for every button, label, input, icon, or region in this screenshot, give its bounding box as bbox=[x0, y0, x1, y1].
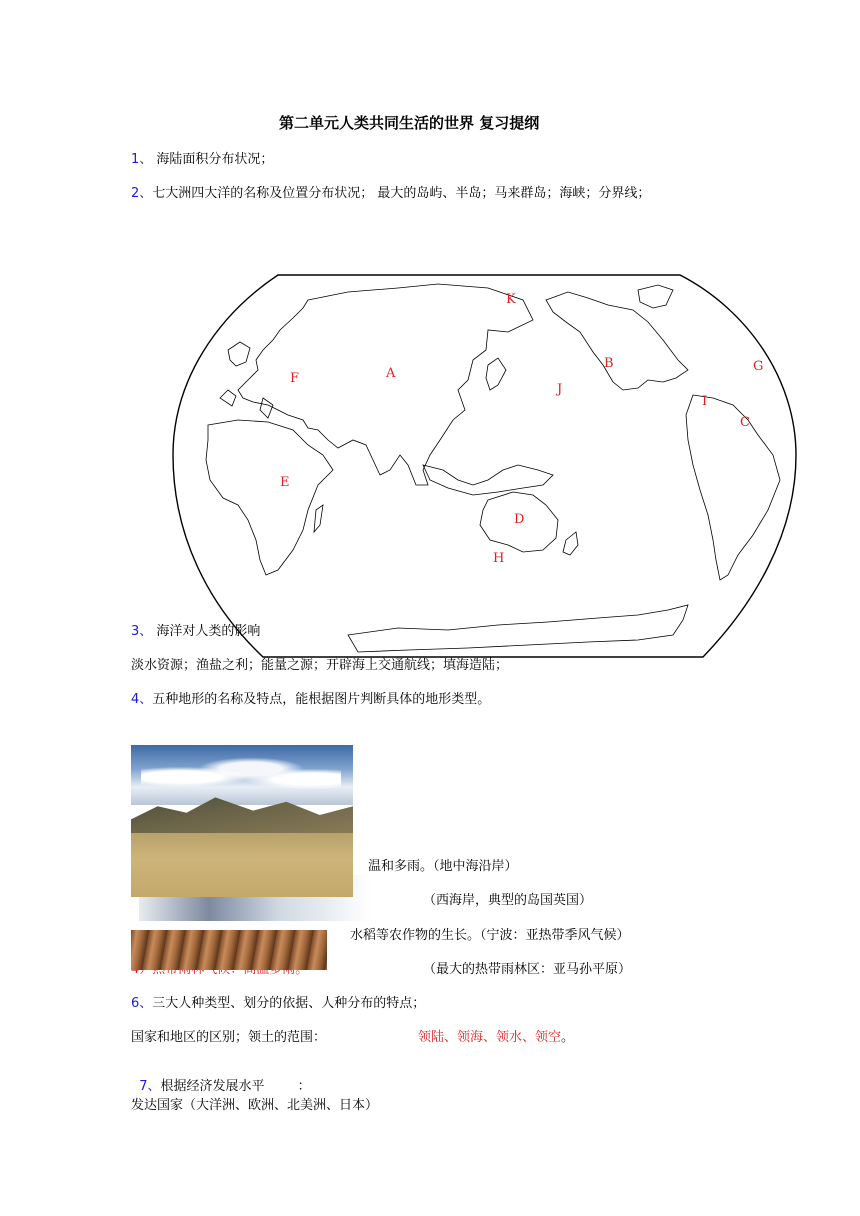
item-7 bbox=[131, 1060, 311, 1094]
item-3-number: 3、 bbox=[131, 624, 153, 639]
map-label-i: I bbox=[702, 394, 708, 409]
map-frame bbox=[173, 275, 796, 657]
item-7-text: 根据经济发展水平 ： bbox=[160, 1079, 311, 1094]
item-2 bbox=[131, 182, 650, 201]
photo-clouds bbox=[141, 753, 341, 793]
map-label-f: F bbox=[290, 371, 300, 386]
territory-answer: 领陆、领海、领水、领空 bbox=[418, 1030, 562, 1045]
map-label-g: G bbox=[753, 359, 764, 374]
item-4 bbox=[131, 688, 490, 707]
item-3-text: 海洋对人类的影响 bbox=[156, 624, 261, 639]
item-6 bbox=[131, 992, 425, 1011]
climate-line-1: 温和多雨。（地中海沿岸） bbox=[368, 859, 518, 874]
map-label-h: H bbox=[493, 551, 505, 566]
item-6-text: 三大人种类型、划分的依据、人种分布的特点； bbox=[152, 996, 426, 1011]
landform-photo-desert bbox=[131, 745, 353, 897]
item-2-text: 七大洲四大洋的名称及位置分布状况； 最大的岛屿、半岛；马来群岛；海峡；分界线； bbox=[152, 186, 651, 201]
item-6-number: 6、 bbox=[131, 996, 153, 1011]
map-label-a: A bbox=[386, 366, 396, 381]
item-3 bbox=[131, 620, 260, 639]
map-label-j: J bbox=[557, 382, 563, 397]
developed-countries: 发达国家（大洋洲、欧洲、北美洲、日本） bbox=[131, 1098, 379, 1113]
territory-answer-line bbox=[418, 1026, 574, 1045]
item-1-number: 1、 bbox=[131, 152, 153, 167]
landform-photo-ridges bbox=[131, 930, 327, 970]
item-1-text: 海陆面积分布状况； bbox=[156, 152, 274, 167]
world-map bbox=[168, 270, 800, 662]
item-4-text: 五种地形的名称及特点，能根据图片判断具体的地形类型。 bbox=[152, 692, 491, 707]
item-7-number: 7、 bbox=[139, 1079, 161, 1094]
map-label-b: B bbox=[604, 356, 614, 371]
map-label-e: E bbox=[280, 475, 290, 490]
territory-end: 。 bbox=[561, 1030, 575, 1045]
territory-prefix: 国家和地区的区别；领土的范围： bbox=[131, 1030, 327, 1045]
page-title: 第二单元人类共同生活的世界 复习提纲 bbox=[279, 114, 540, 132]
item-3-detail: 淡水资源；渔盐之利；能量之源；开辟海上交通航线；填海造陆； bbox=[131, 658, 509, 673]
item-1 bbox=[131, 148, 273, 167]
item-2-number: 2、 bbox=[131, 186, 153, 201]
climate-line-4-note: （最大的热带雨林区：亚马孙平原） bbox=[423, 962, 632, 977]
map-label-d: D bbox=[514, 512, 525, 527]
climate-line-2: （西海岸，典型的岛国英国） bbox=[423, 893, 593, 908]
item-4-number: 4、 bbox=[131, 692, 153, 707]
map-label-c: C bbox=[740, 415, 750, 430]
climate-line-3: 水稻等农作物的生长。（宁波：亚热带季风气候） bbox=[350, 928, 630, 943]
map-label-k: K bbox=[506, 292, 516, 307]
photo-sand bbox=[131, 833, 353, 897]
